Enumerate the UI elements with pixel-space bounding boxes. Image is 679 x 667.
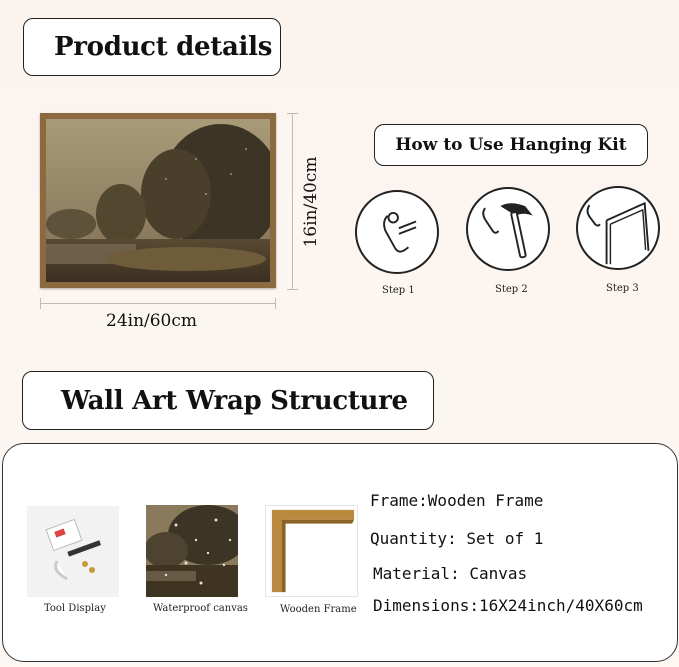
step-1-hook-icon xyxy=(355,190,439,274)
width-dimension-tick-right xyxy=(275,298,276,309)
hanging-kit-heading xyxy=(374,124,648,166)
step-2-label: Step 2 xyxy=(495,284,528,295)
step-1-label: Step 1 xyxy=(382,285,415,296)
width-label: 24in/60cm xyxy=(106,311,198,331)
spec-dimensions: Dimensions:16X24inch/40X60cm xyxy=(373,596,643,615)
waterproof-canvas-label: Waterproof canvas xyxy=(153,603,248,614)
product-details-title: Product details xyxy=(54,32,273,62)
wrap-structure-title: Wall Art Wrap Structure xyxy=(61,385,408,416)
tool-display-label: Tool Display xyxy=(44,603,106,614)
hanging-kit-title: How to Use Hanging Kit xyxy=(395,135,627,155)
width-dimension-tick-left xyxy=(40,298,41,309)
waterproof-canvas-image xyxy=(146,505,238,597)
wooden-frame-image xyxy=(265,505,358,597)
height-dimension-line xyxy=(292,113,293,290)
framed-landscape-painting xyxy=(40,113,276,288)
wrap-structure-heading xyxy=(22,371,434,430)
width-dimension-line xyxy=(40,303,276,304)
tool-display-image xyxy=(27,506,119,597)
step-3-hang-frame-icon xyxy=(576,186,660,270)
step-3-label: Step 3 xyxy=(606,283,639,294)
spec-quantity: Quantity: Set of 1 xyxy=(370,529,544,548)
height-label: 16in/40cm xyxy=(301,156,321,248)
spec-material: Material: Canvas xyxy=(373,564,528,583)
height-dimension-tick-top xyxy=(287,113,298,114)
step-2-hammer-icon xyxy=(466,187,550,271)
product-details-heading xyxy=(23,18,281,76)
spec-frame: Frame:Wooden Frame xyxy=(370,491,544,510)
height-dimension-tick-bottom xyxy=(287,289,298,290)
wooden-frame-label: Wooden Frame xyxy=(280,604,357,615)
